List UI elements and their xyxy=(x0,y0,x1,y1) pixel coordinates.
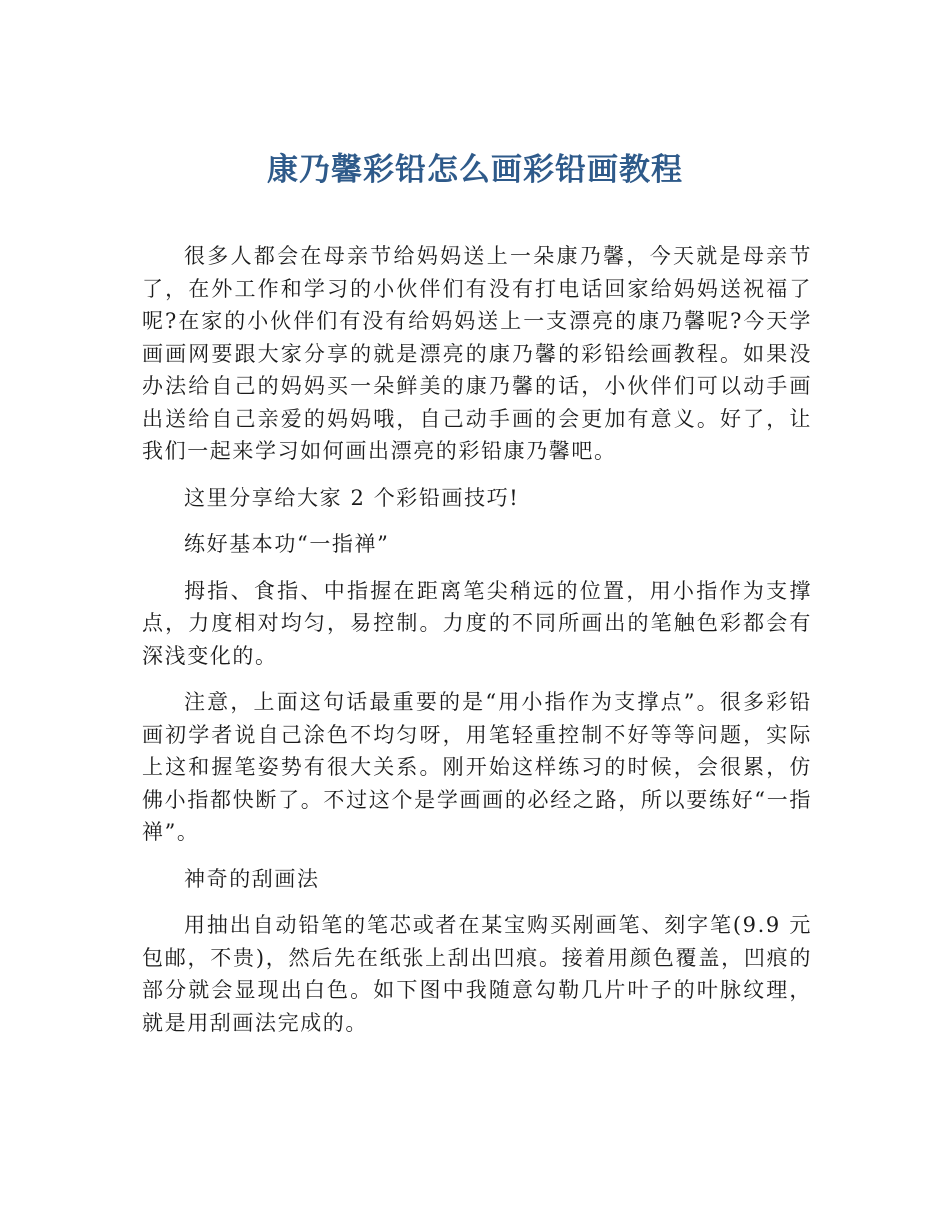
section-heading-finger-technique: 练好基本功“一指禅” xyxy=(184,532,390,556)
section-heading-scratch-technique: 神奇的刮画法 xyxy=(184,866,320,891)
paragraph-tips-intro: 这里分享给大家 2 个彩铅画技巧! xyxy=(184,485,520,510)
document-body xyxy=(142,240,812,1053)
paragraph-grip-note: 注意，上面这句话最重要的是“用小指作为支撑点”。很多彩铅画初学者说自己涂色不均匀呀，用笔轻重控制不好等等问题，实际上这和握笔姿势有很大关系。刚开始这样练习的时候，会很累，仿佛小指都快断了。不过这个是学画画的必经之路，所以要练好“一指禅”。 xyxy=(142,690,812,844)
paragraph-grip-description: 拇指、食指、中指握在距离笔尖稍远的位置，用小指作为支撑点，力度相对均匀，易控制。力度的不同所画出的笔触色彩都会有深浅变化的。 xyxy=(142,578,812,668)
paragraph-scratch-description: 用抽出自动铅笔的笔芯或者在某宝购买剐画笔、刻字笔(9.9 元包邮，不贵)，然后先在纸张上刮出凹痕。接着用颜色覆盖，凹痕的部分就会显现出白色。如下图中我随意勾勒几片叶子的叶脉纹理，就是用刮画法完成的。 xyxy=(142,913,812,1035)
document-title: 康乃馨彩铅怎么画彩铅画教程 xyxy=(267,152,683,188)
paragraph-intro: 很多人都会在母亲节给妈妈送上一朵康乃馨，今天就是母亲节了，在外工作和学习的小伙伴们有没有打电话回家给妈妈送祝福了呢?在家的小伙伴们有没有给妈妈送上一支漂亮的康乃馨呢?今天学画画网要跟大家分享的就是漂亮的康乃馨的彩铅绘画教程。如果没办法给自己的妈妈买一朵鲜美的康乃馨的话，小伙伴们可以动手画出送给自己亲爱的妈妈哦，自己动手画的会更加有意义。好了，让我们一起来学习如何画出漂亮的彩铅康乃馨吧。 xyxy=(142,244,812,463)
